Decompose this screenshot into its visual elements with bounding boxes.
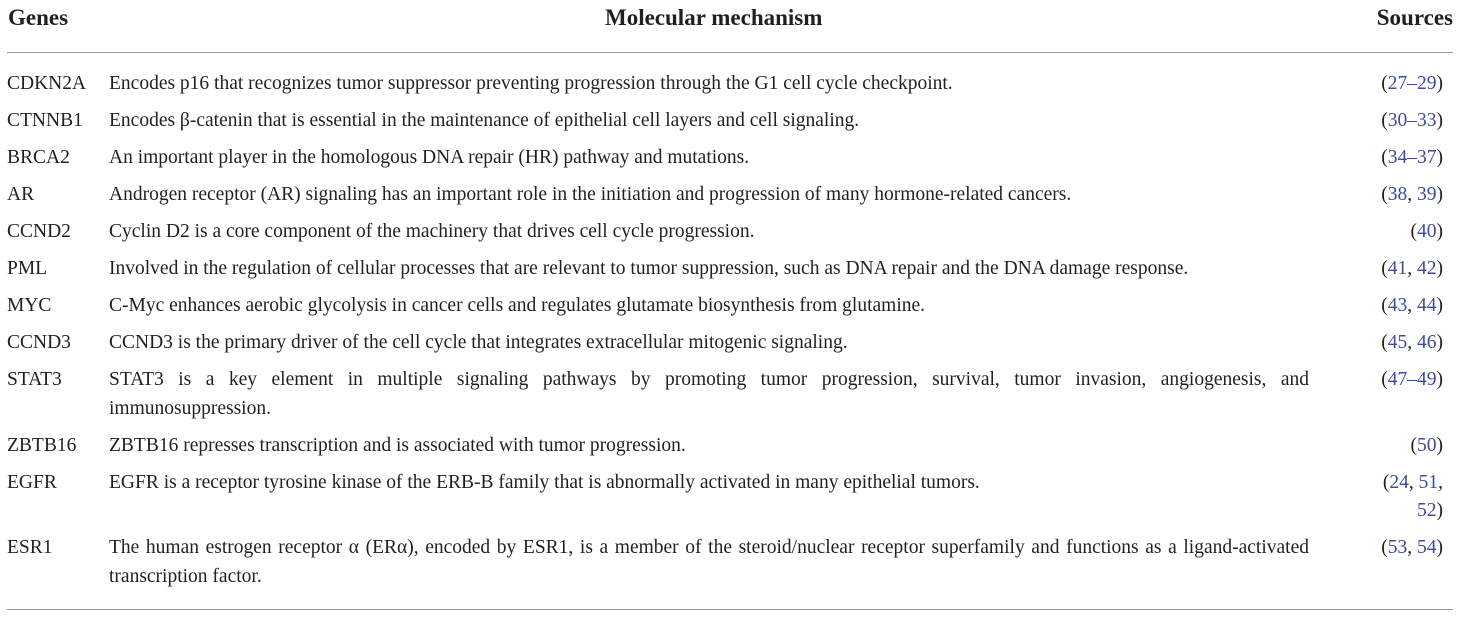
header-genes: Genes bbox=[8, 5, 69, 30]
reference-link[interactable]: 41 bbox=[1387, 258, 1408, 279]
gene-mechanism-table bbox=[7, 0, 1453, 600]
mechanism-cell: Cyclin D2 is a core component of the machinery that drives cell cycle progression. bbox=[109, 221, 755, 242]
table-row bbox=[7, 469, 1453, 526]
reference-link[interactable]: 24 bbox=[1389, 471, 1409, 493]
gene-cell: AR bbox=[7, 184, 35, 205]
reference-link[interactable]: 52 bbox=[1417, 500, 1437, 521]
sources-cell bbox=[1309, 366, 1453, 395]
reference-punctuation: ( bbox=[1381, 332, 1388, 353]
reference-link[interactable]: 39 bbox=[1417, 184, 1437, 205]
reference-punctuation: ( bbox=[1381, 73, 1388, 94]
sources-cell bbox=[1309, 534, 1453, 563]
sources-cell bbox=[1309, 469, 1453, 526]
reference-link[interactable]: 53 bbox=[1387, 537, 1408, 558]
mechanism-cell: CCND3 is the primary driver of the cell cycle that integrates extracellular mitogenic signaling. bbox=[109, 332, 848, 353]
reference-punctuation: ) bbox=[1436, 147, 1443, 168]
sources-cell bbox=[1309, 144, 1453, 173]
reference-link[interactable]: 47–49 bbox=[1387, 369, 1437, 390]
reference-link[interactable]: 40 bbox=[1417, 221, 1437, 242]
reference-punctuation: ( bbox=[1410, 434, 1417, 456]
sources-cell bbox=[1309, 255, 1453, 284]
reference-link[interactable]: 54 bbox=[1417, 537, 1437, 558]
mechanism-cell: Involved in the regulation of cellular processes that are relevant to tumor suppression, such as DNA repair and the DNA damage response. bbox=[109, 258, 1189, 279]
reference-punctuation: , bbox=[1407, 332, 1417, 353]
table-bottom-rule bbox=[7, 609, 1453, 610]
reference-punctuation: ( bbox=[1381, 537, 1388, 558]
mechanism-cell: The human estrogen receptor α (ERα), encoded by ESR1, is a member of the steroid/nuclear receptor superfamily and functions as a ligand-activated transcription factor. bbox=[109, 537, 1309, 587]
mechanism-cell: Encodes p16 that recognizes tumor suppressor preventing progression through the G1 cell cycle checkpoint. bbox=[109, 73, 953, 94]
sources-cell bbox=[1309, 432, 1453, 461]
reference-punctuation: ) bbox=[1436, 369, 1443, 390]
sources-cell bbox=[1309, 107, 1453, 136]
table-row bbox=[7, 292, 1453, 321]
reference-link[interactable]: 45 bbox=[1387, 332, 1408, 353]
reference-link[interactable]: 34–37 bbox=[1387, 147, 1437, 168]
sources-cell bbox=[1309, 292, 1453, 321]
reference-link[interactable]: 43 bbox=[1387, 295, 1408, 316]
reference-punctuation: ) bbox=[1436, 500, 1443, 521]
reference-punctuation: ( bbox=[1381, 258, 1388, 279]
reference-punctuation: ) bbox=[1436, 184, 1443, 205]
table-row bbox=[7, 218, 1453, 247]
gene-cell: ESR1 bbox=[7, 537, 53, 558]
gene-cell: ZBTB16 bbox=[7, 434, 77, 456]
reference-punctuation: ) bbox=[1436, 221, 1443, 242]
table-row bbox=[7, 534, 1453, 591]
sources-cell bbox=[1309, 181, 1453, 210]
gene-cell: CDKN2A bbox=[7, 73, 87, 94]
gene-cell: PML bbox=[7, 258, 48, 279]
table-row bbox=[7, 70, 1453, 99]
sources-cell bbox=[1309, 70, 1453, 99]
table-row bbox=[7, 255, 1453, 284]
reference-punctuation: ) bbox=[1436, 332, 1443, 353]
reference-punctuation: ) bbox=[1436, 434, 1443, 456]
reference-link[interactable]: 44 bbox=[1417, 295, 1437, 316]
reference-link[interactable]: 38 bbox=[1387, 184, 1408, 205]
gene-cell: CCND2 bbox=[7, 221, 71, 242]
reference-punctuation: ( bbox=[1381, 369, 1388, 390]
reference-link[interactable]: 42 bbox=[1417, 258, 1437, 279]
mechanism-cell: An important player in the homologous DNA repair (HR) pathway and mutations. bbox=[109, 147, 750, 168]
reference-punctuation: ) bbox=[1436, 537, 1443, 558]
reference-link[interactable]: 46 bbox=[1417, 332, 1437, 353]
header-sources: Sources bbox=[1376, 5, 1453, 30]
table-row bbox=[7, 181, 1453, 210]
reference-link[interactable]: 30–33 bbox=[1387, 110, 1437, 131]
sources-cell bbox=[1309, 218, 1453, 247]
sources-cell bbox=[1309, 329, 1453, 358]
reference-punctuation: , bbox=[1407, 258, 1417, 279]
table-row bbox=[7, 366, 1453, 423]
table-body bbox=[7, 53, 1453, 591]
mechanism-cell: EGFR is a receptor tyrosine kinase of the ERB-B family that is abnormally activated in many epithelial tumors. bbox=[109, 471, 980, 493]
gene-cell: BRCA2 bbox=[7, 147, 70, 168]
gene-cell: CCND3 bbox=[7, 332, 71, 353]
reference-punctuation: ( bbox=[1410, 221, 1417, 242]
reference-punctuation: ( bbox=[1382, 471, 1390, 493]
reference-link[interactable]: 50 bbox=[1417, 434, 1437, 456]
reference-punctuation: ( bbox=[1381, 110, 1388, 131]
mechanism-cell: Encodes β-catenin that is essential in the maintenance of epithelial cell layers and cell signaling. bbox=[109, 110, 860, 131]
reference-punctuation: ) bbox=[1436, 73, 1443, 94]
reference-punctuation: ( bbox=[1381, 147, 1388, 168]
reference-punctuation: ( bbox=[1381, 295, 1388, 316]
gene-cell: STAT3 bbox=[7, 369, 62, 390]
reference-punctuation: ( bbox=[1381, 184, 1388, 205]
reference-punctuation: , bbox=[1407, 537, 1417, 558]
mechanism-cell: C-Myc enhances aerobic glycolysis in cancer cells and regulates glutamate biosynthesis from glutamine. bbox=[109, 295, 926, 316]
mechanism-cell: ZBTB16 represses transcription and is associated with tumor progression. bbox=[109, 434, 686, 456]
reference-punctuation: , bbox=[1438, 471, 1443, 493]
table-row bbox=[7, 107, 1453, 136]
gene-cell: EGFR bbox=[7, 471, 57, 493]
reference-link[interactable]: 27–29 bbox=[1387, 73, 1437, 94]
reference-punctuation: ) bbox=[1436, 110, 1443, 131]
table-row bbox=[7, 144, 1453, 173]
gene-cell: CTNNB1 bbox=[7, 110, 83, 131]
table-row bbox=[7, 432, 1453, 461]
reference-punctuation: ) bbox=[1436, 295, 1443, 316]
reference-punctuation: ) bbox=[1436, 258, 1443, 279]
gene-cell: MYC bbox=[7, 295, 52, 316]
reference-punctuation: , bbox=[1407, 184, 1417, 205]
table-row bbox=[7, 329, 1453, 358]
header-molecular-mechanism: Molecular mechanism bbox=[605, 5, 823, 30]
mechanism-cell: Androgen receptor (AR) signaling has an important role in the initiation and progression of many hormone-related cancers. bbox=[109, 184, 1072, 205]
reference-link[interactable]: 51 bbox=[1418, 471, 1439, 493]
reference-punctuation: , bbox=[1408, 471, 1419, 493]
reference-punctuation: , bbox=[1407, 295, 1417, 316]
mechanism-cell: STAT3 is a key element in multiple signaling pathways by promoting tumor progression, survival, tumor invasion, angiogenesis, and immunosuppression. bbox=[109, 369, 1309, 419]
table-header bbox=[7, 0, 1453, 53]
